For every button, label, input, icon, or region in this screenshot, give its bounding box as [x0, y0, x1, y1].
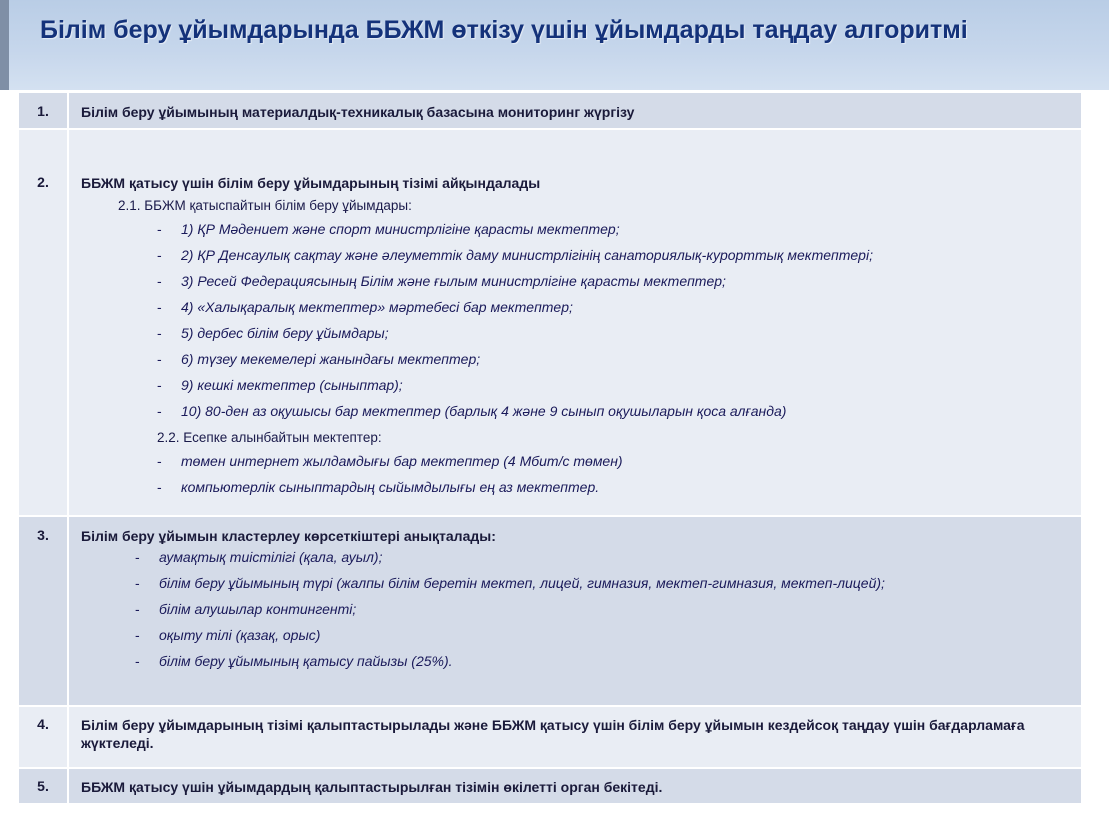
row-number: 3. [37, 527, 49, 543]
sub-heading-2-1: 2.1. ББЖМ қатыспайтын білім беру ұйымдары: [118, 198, 412, 213]
list-item: - компьютерлік сыныптардың сыйымдылығы ең аз мектептер. [157, 479, 600, 495]
list-item: - білім беру ұйымының түрі (жалпы білім беретін мектеп, лицей, гимназия, мектеп-гимназия, мектеп-лицей); [135, 575, 885, 591]
list-item: - аумақтық тиістілігі (қала, ауыл); [135, 549, 383, 565]
sub-heading-2-2: 2.2. Есепке алынбайтын мектептер: [157, 430, 382, 445]
title-bar [0, 0, 1109, 90]
left-accent-bar [0, 0, 9, 90]
cluster-indicators-list [135, 549, 1063, 670]
list-item: - білім алушылар контингенті; [135, 601, 357, 617]
column-divider [67, 93, 69, 128]
not-counted-list [157, 453, 1073, 496]
list-item: - төмен интернет жылдамдығы бар мектептер (4 Мбит/с төмен) [157, 453, 623, 469]
table-row-5 [19, 769, 1081, 805]
row-heading: Білім беру ұйымын кластерлеу көрсеткіштері анықталады: [81, 528, 496, 544]
table-row-1 [19, 93, 1081, 130]
list-item: - 2) ҚР Денсаулық сақтау және әлеуметтік даму министрлігінің санаториялық-курорттық мектептері; [157, 247, 873, 263]
algorithm-table [19, 93, 1081, 805]
column-divider [67, 707, 69, 767]
row-number: 4. [37, 716, 49, 732]
row-heading: Білім беру ұйымдарының тізімі қалыптастырылады және ББЖМ қатысу үшін білім беру ұйымын кездейсоқ таңдау үшін бағдарламаға жүктеледі. [81, 717, 1025, 751]
list-item: - оқыту тілі (қазақ, орыс) [135, 627, 321, 643]
list-item: - 6) түзеу мекемелері жанындағы мектептер; [157, 351, 481, 367]
column-divider [67, 769, 69, 803]
list-item: - 1) ҚР Мәдениет және спорт министрлігіне қарасты мектептер; [157, 221, 620, 237]
slide-title: Білім беру ұйымдарында ББЖМ өткізу үшін ұйымдарды таңдау алгоритмі [40, 16, 968, 44]
excluded-list [157, 221, 1073, 420]
row-heading: ББЖМ қатысу үшін білім беру ұйымдарының тізімі айқындалады [81, 175, 541, 191]
list-item: - білім беру ұйымының қатысу пайызы (25%). [135, 653, 453, 669]
row-heading: ББЖМ қатысу үшін ұйымдардың қалыптастырылған тізімін өкілетті орган бекітеді. [81, 779, 663, 795]
row-number: 1. [37, 103, 49, 119]
row-number: 5. [37, 778, 49, 794]
column-divider [67, 517, 69, 705]
list-item: - 9) кешкі мектептер (сыныптар); [157, 377, 403, 393]
column-divider [67, 130, 69, 515]
list-item: - 3) Ресей Федерациясының Білім және ғылым министрлігіне қарасты мектептер; [157, 273, 726, 289]
row-number: 2. [37, 174, 49, 190]
table-row-4 [19, 707, 1081, 769]
list-item: - 5) дербес білім беру ұйымдары; [157, 325, 389, 341]
table-row-2 [19, 130, 1081, 517]
list-item: - 10) 80-ден аз оқушысы бар мектептер (барлық 4 және 9 сынып оқушыларын қоса алғанда) [157, 403, 787, 419]
row-heading: Білім беру ұйымының материалдық-техникалық базасына мониторинг жүргізу [81, 104, 635, 120]
list-item: - 4) «Халықаралық мектептер» мәртебесі бар мектептер; [157, 299, 573, 315]
table-row-3 [19, 517, 1081, 707]
